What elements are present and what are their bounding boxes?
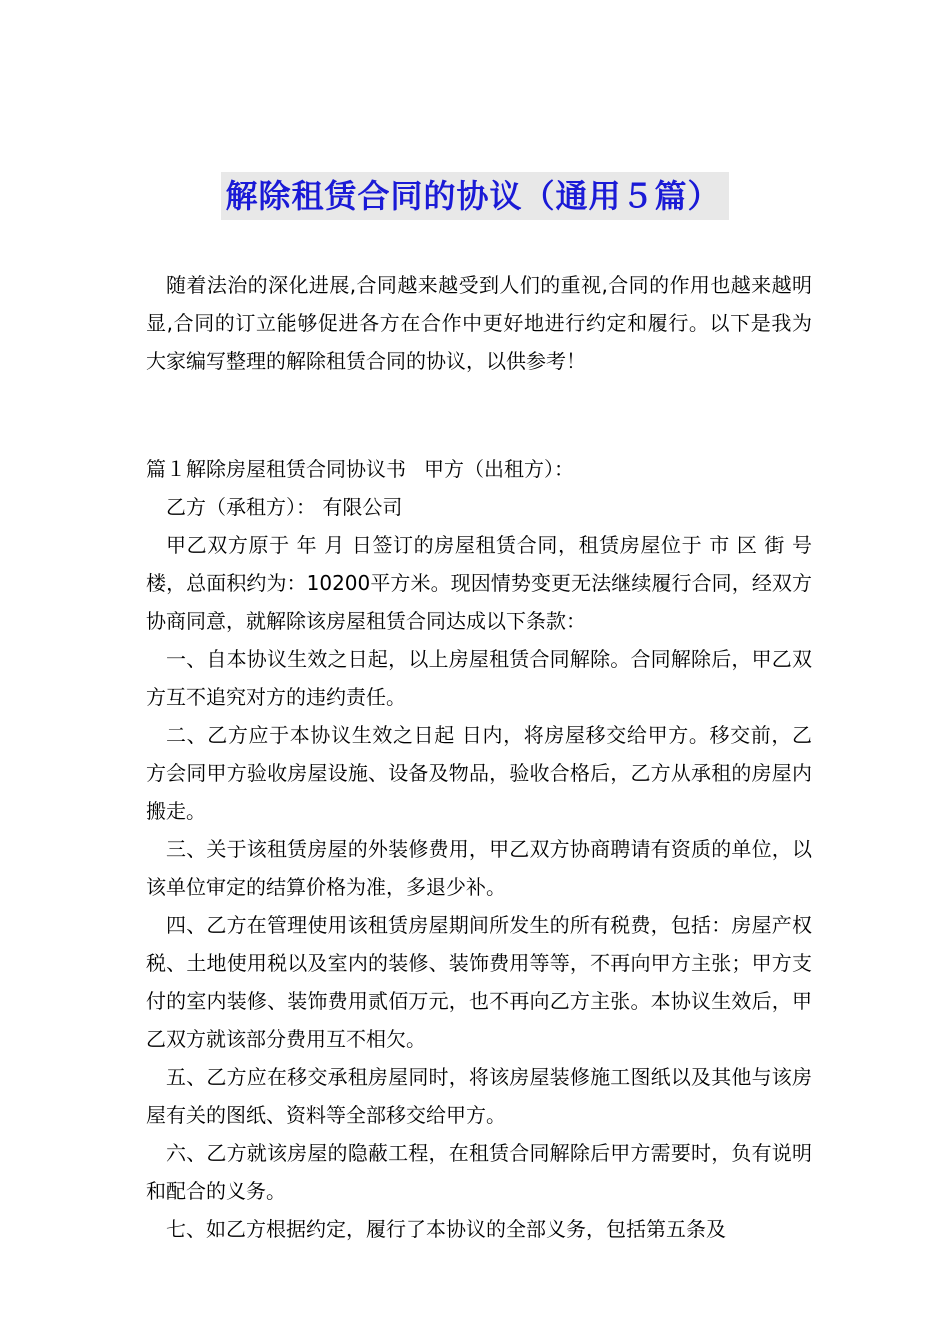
party-b-line: 乙方（承租方）： 有限公司 <box>166 495 403 519</box>
clause-6: 六、乙方就该房屋的隐蔽工程，在租赁合同解除后甲方需要时，负有说明和配合的义务。 <box>146 1141 812 1203</box>
section-heading: 篇１解除房屋租赁合同协议书 <box>146 457 406 481</box>
intro-paragraph: 随着法治的深化进展,合同越来越受到人们的重视,合同的作用也越来越明显,合同的订立能够促进各方在合作中更好地进行约定和履行。以下是我为大家编写整理的解除租赁合同的协议，以供参考！ <box>146 273 812 373</box>
clause-3: 三、关于该租赁房屋的外装修费用，甲乙双方协商聘请有资质的单位，以该单位审定的结算价格为准，多退少补。 <box>146 837 812 899</box>
clause-4: 四、乙方在管理使用该租赁房屋期间所发生的所有税费，包括：房屋产权税、土地使用税以及室内的装修、装饰费用等等，不再向甲方主张；甲方支付的室内装修、装饰费用贰佰万元，也不再向乙方主张。本协议生效后，甲乙双方就该部分费用互不相欠。 <box>146 913 812 1051</box>
clause-5: 五、乙方应在移交承租房屋同时，将该房屋装修施工图纸以及其他与该房屋有关的图纸、资料等全部移交给甲方。 <box>146 1065 812 1127</box>
intro-block <box>146 266 812 380</box>
body-paragraph: 甲乙双方原于 年 月 日签订的房屋租赁合同，租赁房屋位于 市 区 街 号楼，总面积约为：10200平方米。现因情势变更无法继续履行合同，经双方协商同意，就解除该房屋租赁合同达成以下条款： <box>146 533 812 633</box>
clause-7: 七、如乙方根据约定，履行了本协议的全部义务，包括第五条及 <box>166 1217 726 1241</box>
clause-2: 二、乙方应于本协议生效之日起 日内，将房屋移交给甲方。移交前，乙方会同甲方验收房屋设施、设备及物品，验收合格后，乙方从承租的房屋内搬走。 <box>146 723 812 823</box>
document-title: 解除租赁合同的协议（通用５篇） <box>221 172 728 220</box>
section-1 <box>146 450 812 1248</box>
party-a-line: 甲方（出租方）： <box>424 457 574 481</box>
section-heading-line <box>146 450 812 488</box>
title-wrapper <box>0 172 950 220</box>
clause-1: 一、自本协议生效之日起，以上房屋租赁合同解除。合同解除后，甲乙双方互不追究对方的违约责任。 <box>146 647 812 709</box>
